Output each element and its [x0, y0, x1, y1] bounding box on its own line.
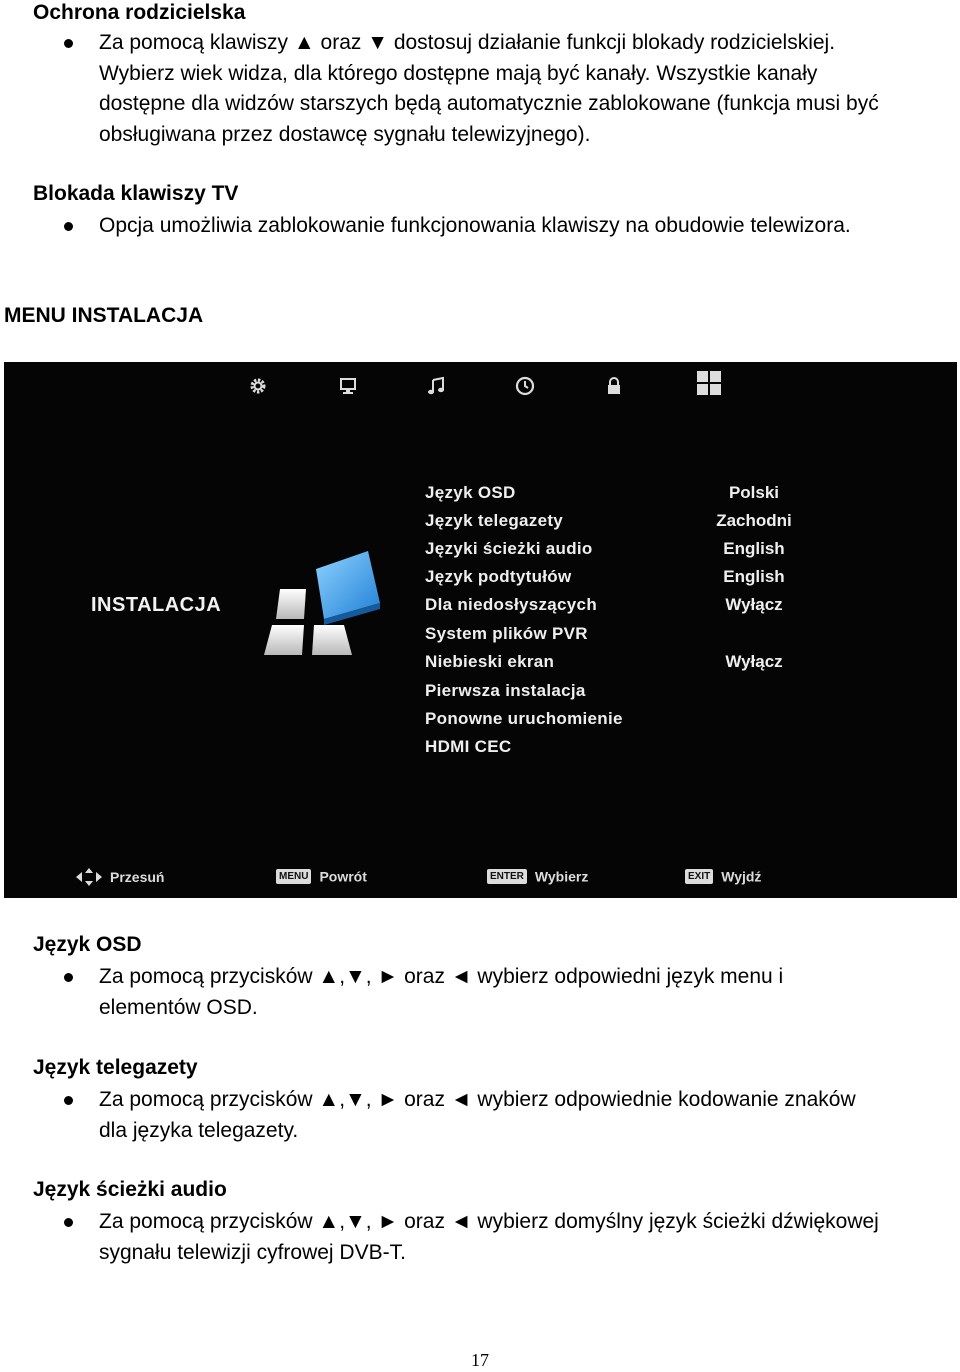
text-line: sygnału telewizji cyfrowej DVB-T. [99, 1240, 406, 1264]
menu-key: MENU [276, 869, 311, 884]
value-osd-language: Polski [728, 483, 780, 502]
text-line: elementów OSD. [99, 995, 258, 1019]
bullet-icon [64, 222, 73, 231]
menu-section-title: MENU INSTALACJA [4, 304, 204, 327]
lock-icon [604, 376, 624, 396]
section-heading-teletext-language: Język telegazety [33, 1056, 198, 1079]
footer-select [487, 867, 588, 889]
text-line: dla języka telegazety. [99, 1118, 299, 1142]
footer-back [276, 867, 367, 889]
bullet-icon [64, 1218, 73, 1227]
back-label: Powrót [319, 868, 367, 885]
select-label: Wybierz [534, 868, 589, 885]
section-heading-key-lock: Blokada klawiszy TV [33, 182, 239, 205]
bullet-icon [64, 1096, 73, 1105]
bullet-icon [64, 39, 73, 48]
menu-item-first-install[interactable]: Pierwsza instalacja [425, 681, 586, 700]
menu-item-blue-screen[interactable]: Niebieski ekran [425, 652, 555, 671]
menu-item-hearing-impaired[interactable]: Dla niedosłyszących [425, 595, 597, 614]
text-line: dostępne dla widzów starszych będą automatycznie zablokowane (funkcja musi być [99, 92, 879, 115]
page-number: 17 [471, 1350, 489, 1370]
section-heading-parental-control: Ochrona rodzicielska [33, 1, 246, 24]
text-line: Za pomocą przycisków ▲,▼, ► oraz ◄ wybierz odpowiednie kodowanie znaków [99, 1088, 856, 1111]
value-subtitle-language: English [723, 567, 785, 586]
bullet-icon [64, 973, 73, 982]
section-heading-osd-language: Język OSD [33, 933, 142, 956]
installation-tiles-icon [258, 547, 383, 662]
text-line: Za pomocą przycisków ▲,▼, ► oraz ◄ wybierz odpowiedni język menu i [99, 965, 784, 988]
parental-control-text [99, 28, 879, 150]
audio-language-text [99, 1207, 879, 1268]
teletext-language-text [99, 1085, 856, 1146]
enter-key: ENTER [487, 869, 527, 884]
exit-label: Wyjdź [721, 868, 762, 885]
footer-move [74, 867, 164, 889]
value-teletext-language: Zachodni [716, 511, 792, 530]
key-lock-text [99, 211, 851, 242]
footer-exit [685, 867, 761, 889]
section-heading-audio-language: Język ścieżki audio [33, 1178, 227, 1201]
text-line: Wybierz wiek widza, dla którego dostępne mają być kanały. Wszystkie kanały [99, 61, 818, 85]
value-audio-language: English [723, 539, 785, 558]
installation-label: INSTALACJA [91, 594, 222, 616]
menu-item-audio-language[interactable]: Języki ścieżki audio [425, 539, 593, 558]
exit-key: EXIT [685, 869, 713, 884]
gear-icon [248, 376, 268, 396]
menu-item-hdmi-cec[interactable]: HDMI CEC [425, 737, 512, 756]
value-blue-screen: Wyłącz [725, 652, 783, 671]
text-line: Za pomocą klawiszy ▲ oraz ▼ dostosuj działanie funkcji blokady rodzicielskiej. [99, 31, 836, 54]
tv-menu-screenshot [4, 362, 957, 898]
text-line: Za pomocą przycisków ▲,▼, ► oraz ◄ wybierz domyślny język ścieżki dźwiękowej [99, 1210, 879, 1233]
music-note-icon [426, 376, 446, 396]
monitor-icon [338, 376, 358, 396]
grid-icon [696, 370, 722, 396]
menu-item-osd-language[interactable]: Język OSD [425, 483, 516, 502]
menu-item-pvr-filesystem[interactable]: System plików PVR [425, 624, 588, 643]
text-line: obsługiwana przez dostawcę sygnału telewizyjnego). [99, 122, 591, 146]
osd-language-text [99, 962, 783, 1023]
clock-icon [515, 376, 535, 396]
value-hearing-impaired: Wyłącz [725, 595, 783, 614]
navigation-arrows-icon [74, 867, 104, 887]
text-line: Opcja umożliwia zablokowanie funkcjonowania klawiszy na obudowie telewizora. [99, 214, 851, 237]
menu-item-teletext-language[interactable]: Język telegazety [425, 511, 564, 530]
menu-item-restart[interactable]: Ponowne uruchomienie [425, 709, 623, 728]
move-label: Przesuń [110, 869, 165, 885]
menu-item-subtitle-language[interactable]: Język podtytułów [425, 567, 572, 586]
